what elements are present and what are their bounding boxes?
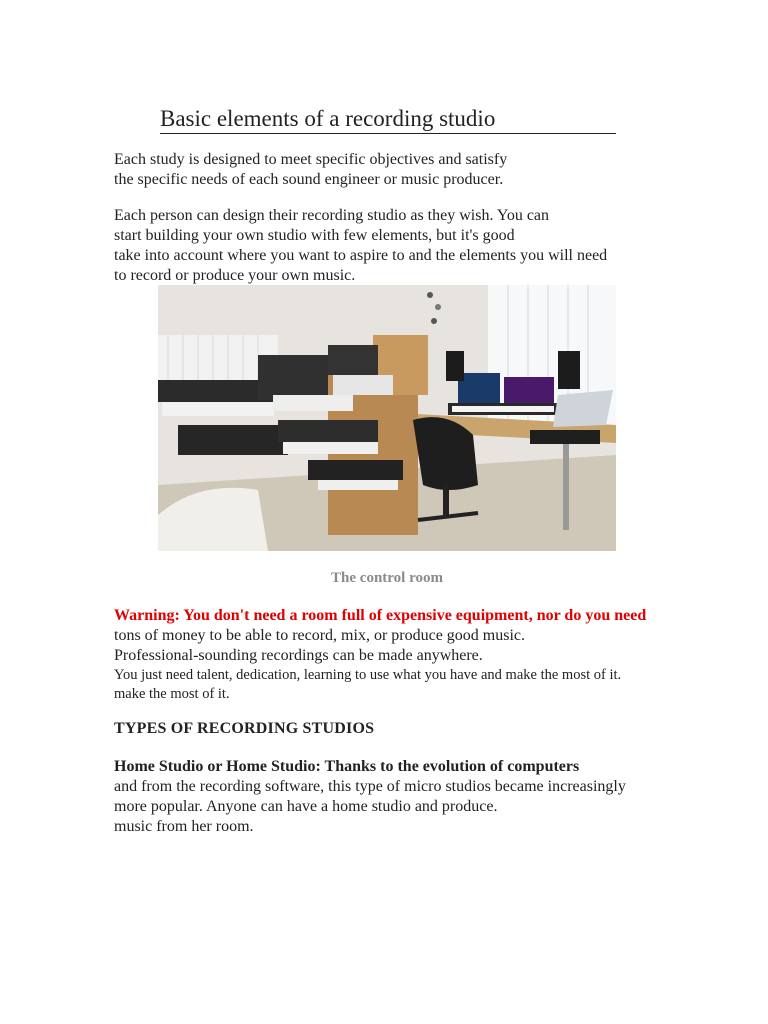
studio-photo <box>158 285 616 551</box>
home-studio-lead: Home Studio or Home Studio: Thanks to the evolution of computers <box>114 758 580 775</box>
text-line: start building your own studio with few elements, but it's good <box>114 227 515 244</box>
intro-paragraph <box>114 150 714 190</box>
text-line: take into account where you want to aspire to and the elements you will need <box>114 247 608 264</box>
text-line: Each study is designed to meet specific objectives and satisfy <box>114 151 508 168</box>
figure-caption: The control room <box>331 570 443 586</box>
home-studio-paragraph <box>114 757 714 837</box>
text-line: the specific needs of each sound engineer or music producer. <box>114 171 504 188</box>
warning-paragraph <box>114 606 714 704</box>
text-line: more popular. Anyone can have a home studio and produce. <box>114 798 498 815</box>
design-paragraph <box>114 206 714 286</box>
text-line: Professional-sounding recordings can be made anywhere. <box>114 647 483 664</box>
document-title: Basic elements of a recording studio <box>160 105 616 134</box>
text-line: Each person can design their recording studio as they wish. You can <box>114 207 550 224</box>
text-line: You just need talent, dedication, learning to use what you have and make the most of it. <box>114 667 622 683</box>
section-heading: TYPES OF RECORDING STUDIOS <box>114 720 375 737</box>
text-line: tons of money to be able to record, mix, or produce good music. <box>114 627 526 644</box>
text-line: and from the recording software, this type of micro studios became increasingly <box>114 778 626 795</box>
text-line: to record or produce your own music. <box>114 267 356 284</box>
text-line: make the most of it. <box>114 686 230 702</box>
studio-photo-illustration <box>158 285 616 551</box>
warning-lead: Warning: You don't need a room full of expensive equipment, nor do you need <box>114 607 647 624</box>
text-line: music from her room. <box>114 818 254 835</box>
